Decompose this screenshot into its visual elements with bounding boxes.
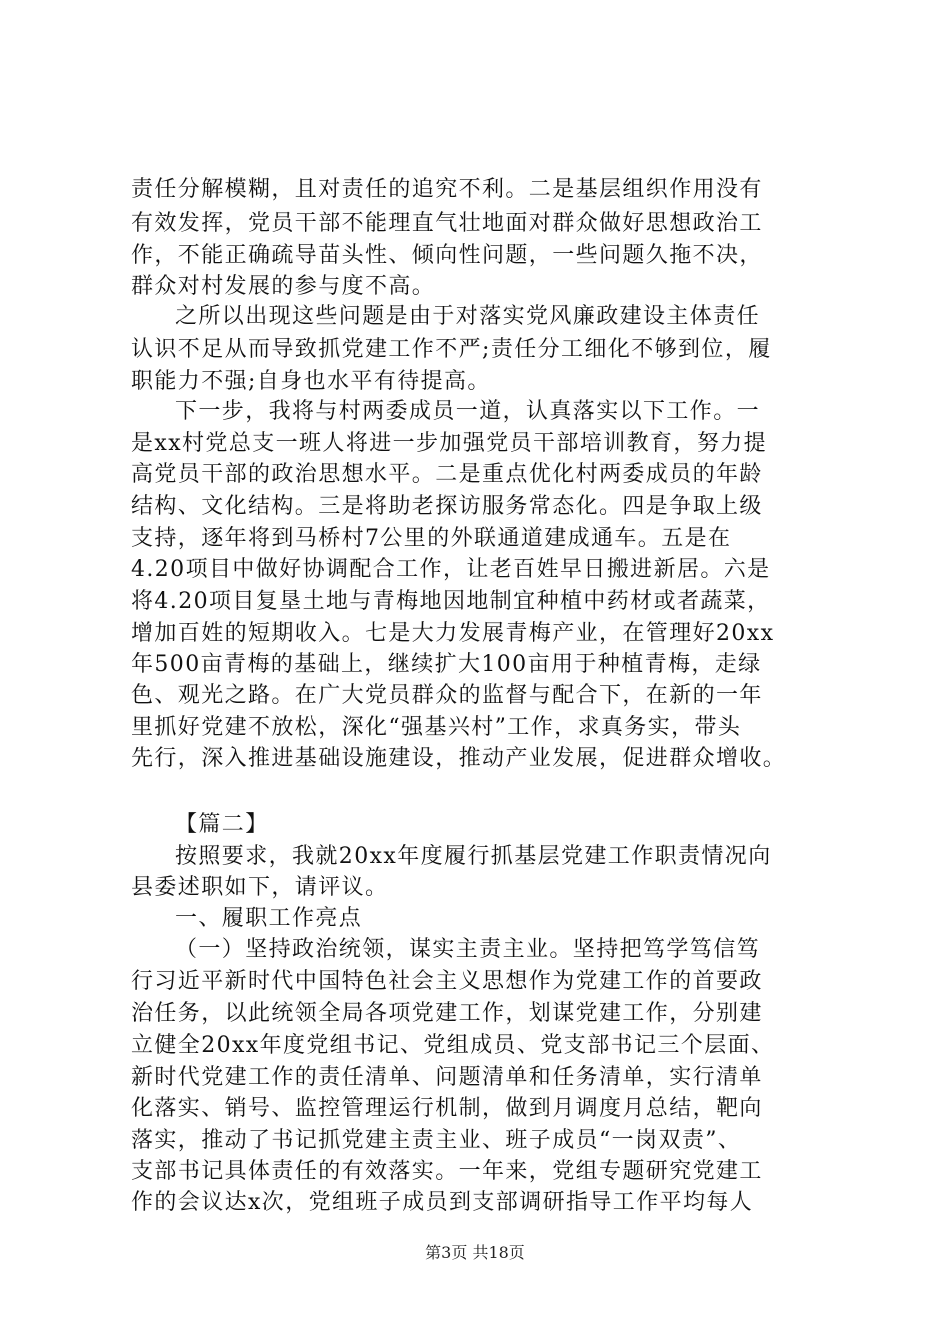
text-line: 县委述职如下，请评议。 [131, 875, 389, 900]
text-line: 是xx村党总支一班人将进一步加强党员干部培训教育，努力提 [131, 431, 768, 456]
text-line: 认识不足从而导致抓党建工作不严;责任分工细化不够到位，履 [131, 337, 772, 362]
text-line: 新时代党建工作的责任清单、问题清单和任务清单，实行清单 [131, 1065, 763, 1090]
text-line: 支部书记具体责任的有效落实。一年来，党组专题研究党建工 [131, 1159, 763, 1184]
text-line: 职能力不强;自身也水平有待提高。 [131, 369, 491, 394]
text-line: 将4.20项目复垦土地与青梅地因地制宜种植中药材或者蔬菜， [131, 589, 771, 614]
text-line: 落实，推动了书记抓党建主责主业、班子成员“一岗双责”、 [131, 1128, 742, 1153]
text-line: 结构、文化结构。三是将助老探访服务常态化。四是争取上级 [131, 494, 763, 519]
text-line: 之所以出现这些问题是由于对落实党风廉政建设主体责任 [175, 304, 761, 329]
text-line: 群众对村发展的参与度不高。 [131, 274, 436, 299]
text-line: 下一步，我将与村两委成员一道，认真落实以下工作。一 [175, 399, 761, 424]
text-line: 增加百姓的短期收入。七是大力发展青梅产业，在管理好20xx [131, 621, 775, 646]
text-line: 责任分解模糊，且对责任的追究不利。二是基层组织作用没有 [131, 177, 763, 202]
text-line: 4.20项目中做好协调配合工作，让老百姓早日搬进新居。六是 [131, 557, 771, 582]
text-line: 支持，逐年将到马桥村7公里的外联通道建成通车。五是在 [131, 526, 732, 551]
text-line: 治任务，以此统领全局各项党建工作，划谋党建工作，分别建 [131, 1001, 763, 1026]
text-line: 年500亩青梅的基础上，继续扩大100亩用于种植青梅，走绿 [131, 652, 762, 677]
section-heading: 【篇二】 [175, 812, 269, 837]
text-line: 作，不能正确疏导苗头性、倾向性问题，一些问题久拖不决， [131, 243, 763, 268]
subsection-heading: 一、履职工作亮点 [175, 906, 363, 931]
text-line: 作的会议达x次，党组班子成员到支部调研指导工作平均每人 [131, 1190, 754, 1215]
text-line: 高党员干部的政治思想水平。二是重点优化村两委成员的年龄 [131, 462, 763, 487]
text-line: 行习近平新时代中国特色社会主义思想作为党建工作的首要政 [131, 969, 763, 994]
text-line: 先行，深入推进基础设施建设，推动产业发展，促进群众增收。 [131, 746, 787, 771]
text-line: 有效发挥，党员干部不能理直气壮地面对群众做好思想政治工 [131, 211, 763, 236]
text-line: 按照要求，我就20xx年度履行抓基层党建工作职责情况向 [175, 844, 772, 869]
text-line: （一）坚持政治统领，谋实主责主业。坚持把笃学笃信笃 [175, 937, 761, 962]
text-line: 里抓好党建不放松，深化“强基兴村”工作，求真务实，带头 [131, 715, 742, 740]
text-line: 色、观光之路。在广大党员群众的监督与配合下，在新的一年 [131, 683, 763, 708]
text-line: 立健全20xx年度党组书记、党组成员、党支部书记三个层面、 [131, 1033, 775, 1058]
page-number-footer: 第3页 共18页 [425, 1243, 525, 1262]
text-line: 化落实、销号、监控管理运行机制，做到月调度月总结，靶向 [131, 1096, 763, 1121]
